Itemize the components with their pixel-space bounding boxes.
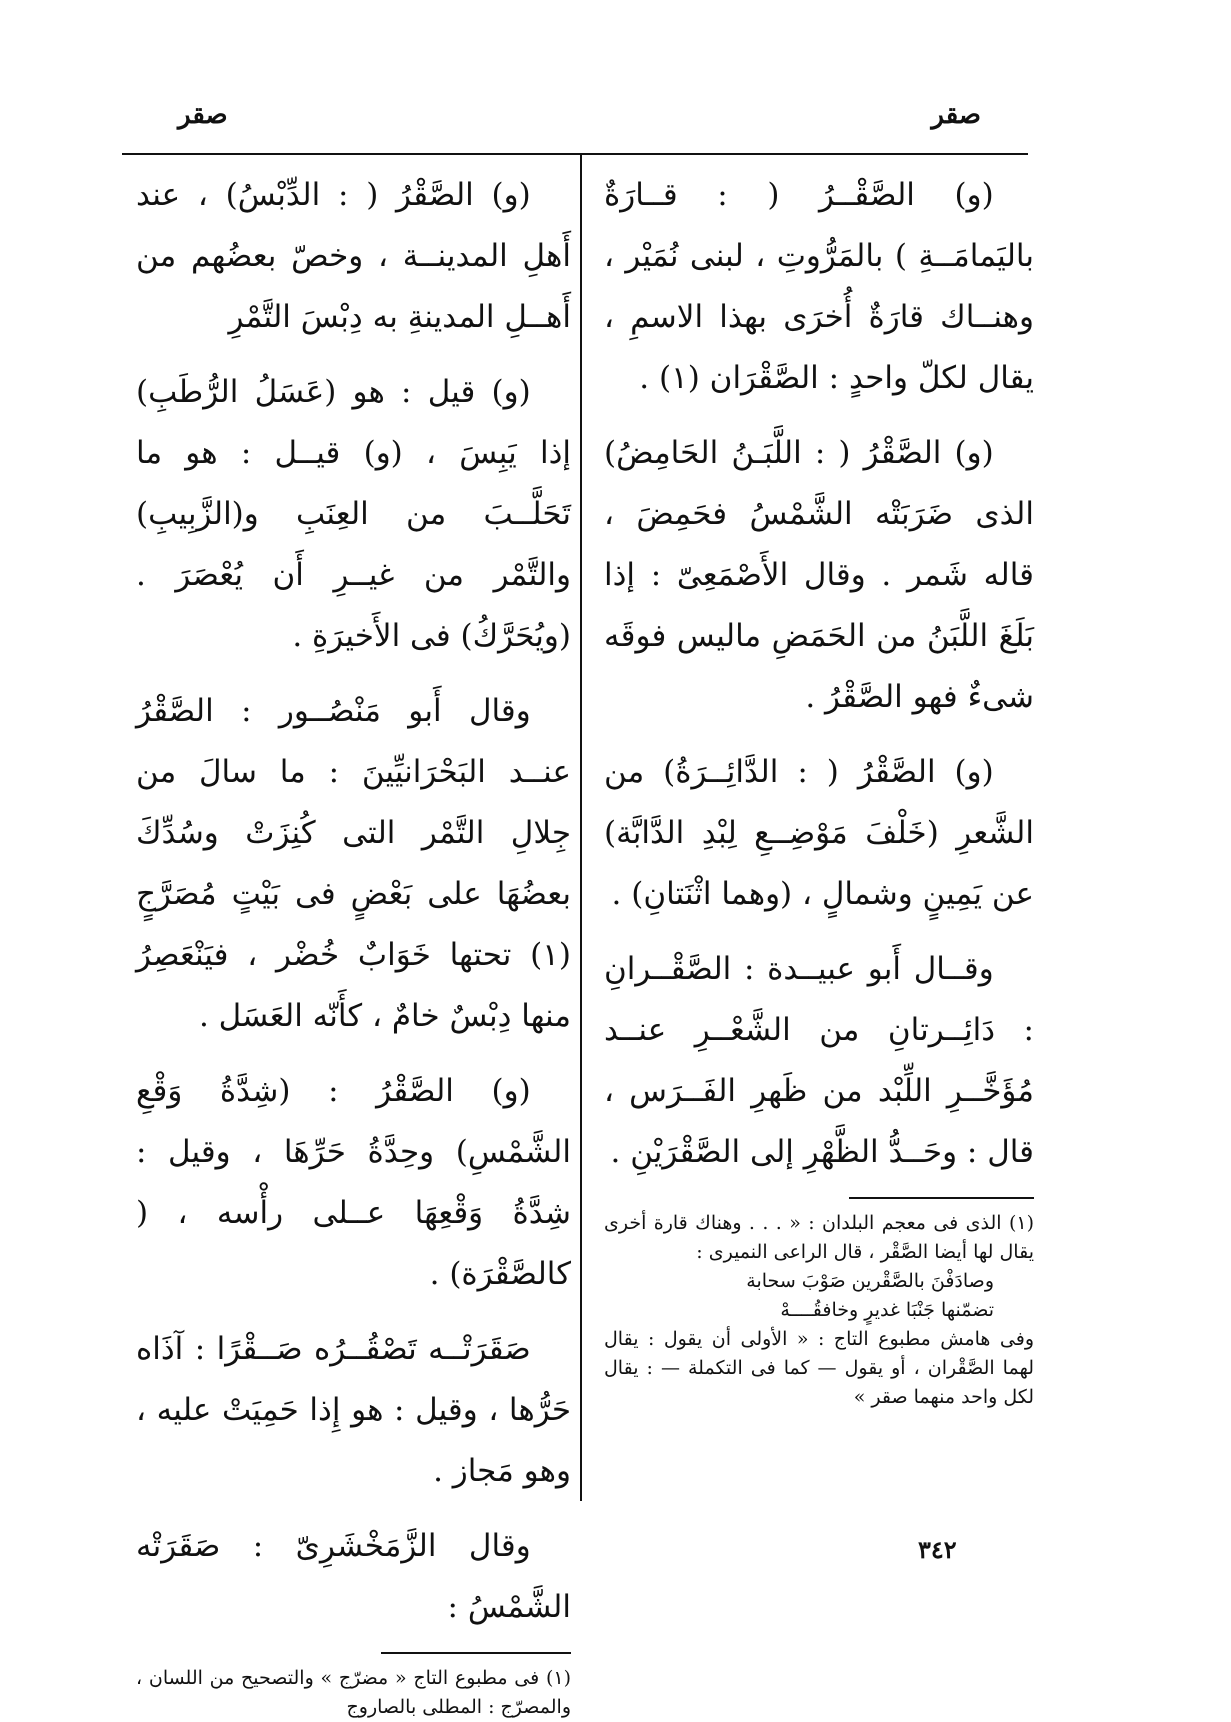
footnote-left [136, 1664, 571, 1722]
entry-paragraph: (و) الصَّقْرُ ( : الدِّبْسُ) ، عند أَهلِ المدينــة ، وخصّ بعضُهم من أَهــلِ المدينةِ به دِبْسَ التَّمْرِ [136, 177, 571, 335]
entry-paragraph: صَقَرَتْــه تَصْقُــرُه صَــقْرًا : آذَاه حَرُّها ، وقيل : هو إِذا حَمِيَتْ عليه ، وهو مَجاز . [136, 1331, 571, 1489]
footnote-rule [849, 1197, 1034, 1199]
entry-paragraph: وقــال أَبو عبيــدة : الصَّقْــرانِ : دَائِــرتانِ من الشَّعْــرِ عنــد مُؤَخَّــرِ اللِّبْد من ظَهرِ الفَــرَس ، قال : وحَــدُّ الظَّهْرِ إلى الصَّقْرَيْنِ . [604, 951, 1034, 1170]
running-header-right: صقر [931, 100, 981, 130]
footnote-verse-line: تضمّنها جَنْبَا غديرٍ وخافقُــــهْ [780, 1299, 994, 1321]
entry-paragraph: (و) الصَّقْرُ ( : اللَّبَـنُ الحَامِضُ) الذى ضَرَبَتْه الشَّمْسُ فحَمِضَ ، قاله شَمر . وقال الأَصْمَعِىّ : إذا بَلَغَ اللَّبَنُ من الحَمَضِ ماليس فوقَه شىءٌ فهو الصَّقْرُ . [604, 435, 1034, 715]
entry-paragraph: وقال الزَّمَخْشَرِىّ : صَقَرَتْه الشَّمْسُ : [136, 1528, 571, 1625]
left-column [136, 165, 571, 1722]
footnote-line: وفى هامش مطبوع التاج : « الأولى أن يقول : يقال لهما الصَّقْران ، أو يقول — كما فى التكملة — : يقال لكل واحد منهما صقر » [604, 1328, 1034, 1408]
footnote-line: (١) الذى فى معجم البلدان : « . . . وهناك قارة أخرى يقال لها أيضا الصَّقْر ، قال الراعى النميرى : [604, 1212, 1034, 1263]
entry-paragraph: (و) الصَّقْــرُ ( : قــارَةٌ باليَمامَــةِ ) بالمَرُّوتِ ، لبنى نُمَيْر ، وهنــاك قارَةٌ أُخرَى بهذا الاسمِ ، يقال لكلّ واحدٍ : الصَّقْرَان (١) . [604, 177, 1034, 396]
entry-paragraph: (و) الصَّقْرُ : (شِدَّةُ وَقْعِ الشَّمْسِ) وحِدَّةُ حَرِّهَا ، وقيل : شِدَّةُ وَقْعِهَا عــلى رأْسه ، ( كالصَّقْرَة) . [136, 1073, 571, 1292]
page-number: ٣٤٢ [918, 1535, 957, 1564]
running-header-left: صقر [178, 100, 228, 130]
entry-paragraph: وقال أَبو مَنْصُــور : الصَّقْرُ عنــد البَحْرَانيِّينَ : ما سالَ من جِلالِ التَّمْر التى كُنِزَتْ وسُدِّكَ بعضُهَا على بَعْضٍ فى بَيْتٍ مُصَرَّجٍ (١) تحتها خَوَابٌ خُضْر ، فيَنْعَصِرُ منها دِبْسٌ خامٌ ، كأَنّه العَسَل . [136, 693, 571, 1034]
column-divider [580, 153, 582, 1501]
footnote-rule [381, 1652, 571, 1654]
footnote-right [604, 1209, 1034, 1412]
header-rule [122, 153, 1028, 155]
entry-paragraph: (و) قيل : هو (عَسَلُ الرُّطَبِ) إذا يَبِسَ ، (و) قيــل : هو ما تَحَلَّــبَ من العِنَبِ و(الزَّبِيبِ) والتَّمْر من غيــرِ أَن يُعْصَرَ . (ويُحَرَّكُ) فى الأَخيرَةِ . [136, 374, 571, 654]
footnote-verse-line: وصادَفْنَ بالصَّقْرين صَوْبَ سحابة [746, 1270, 994, 1292]
footnote-line: (١) فى مطبوع التاج « مضرّج » والتصحيح من اللسان ، والمصرّج : المطلى بالصاروج [136, 1667, 571, 1718]
entry-paragraph: (و) الصَّقْرُ ( : الدَّائِــرَةُ) من الشَّعرِ (خَلْفَ مَوْضِــعِ لِبْدِ الدَّابَّة) عن يَمِينٍ وشمالٍ ، (وهما اثْنَتانِ) . [604, 754, 1034, 912]
right-column [604, 165, 1034, 1412]
